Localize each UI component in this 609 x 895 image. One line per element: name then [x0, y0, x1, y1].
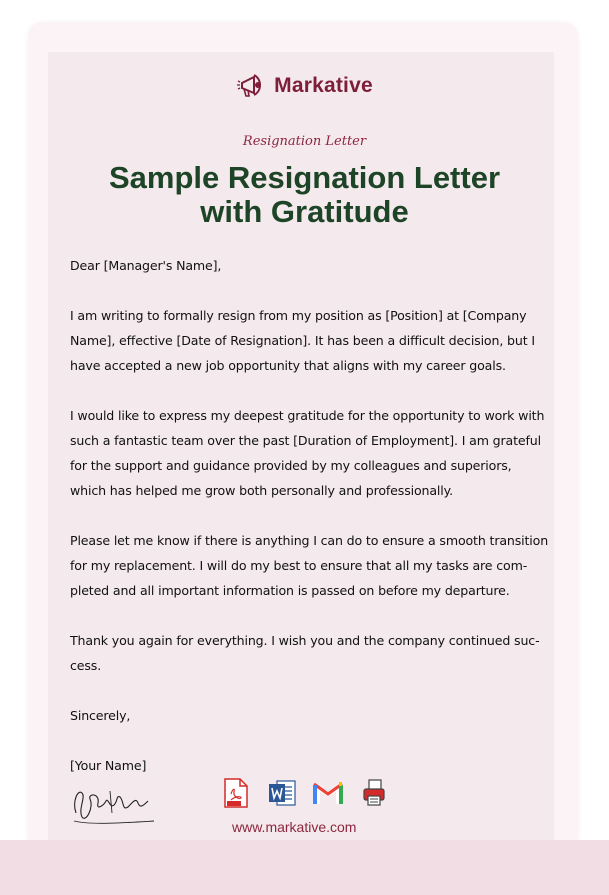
paragraph-4: [70, 628, 540, 678]
letter-closing: Sincerely,: [70, 708, 131, 723]
bottom-band: [0, 840, 609, 895]
pdf-icon[interactable]: [220, 777, 252, 809]
paragraph-1: [70, 303, 540, 378]
letter-greeting: Dear [Manager's Name],: [70, 258, 222, 273]
paragraph-3: [70, 528, 549, 603]
title-line-2: with Gratitude: [200, 194, 409, 229]
text-line: have accepted a new job opportunity that aligns with my career goals.: [70, 358, 506, 373]
megaphone-icon: [236, 69, 270, 103]
gmail-icon[interactable]: [312, 777, 344, 809]
brand-logo[interactable]: [0, 66, 609, 106]
text-line: which has helped me grow both personally and professionally.: [70, 483, 453, 498]
text-line: cess.: [70, 658, 102, 673]
text-line: Name], effective [Date of Resignation]. It has been a difficult decision, but I: [70, 333, 535, 348]
brand-name: Markative: [274, 74, 373, 97]
download-icons: [220, 776, 390, 810]
signature-image: [70, 783, 160, 829]
print-icon[interactable]: [358, 777, 390, 809]
text-line: I am writing to formally resign from my position as [Position] at [Company: [70, 308, 527, 323]
page-title: [60, 161, 549, 229]
sender-name: [Your Name]: [70, 758, 147, 773]
text-line: pleted and all important information is passed on before my departure.: [70, 583, 510, 598]
text-line: for my replacement. I will do my best to ensure that all my tasks are com-: [70, 558, 528, 573]
text-line: Please let me know if there is anything I can do to ensure a smooth transition: [70, 533, 549, 548]
text-line: for the support and guidance provided by my colleagues and superiors,: [70, 458, 512, 473]
website-link[interactable]: www.markative.com: [232, 819, 357, 835]
word-icon[interactable]: [266, 777, 298, 809]
text-line: I would like to express my deepest gratitude for the opportunity to work with: [70, 408, 545, 423]
text-line: Thank you again for everything. I wish you and the company continued suc-: [70, 633, 540, 648]
paragraph-2: [70, 403, 545, 503]
text-line: such a fantastic team over the past [Duration of Employment]. I am grateful: [70, 433, 541, 448]
letter-body: [70, 253, 549, 803]
title-line-1: Sample Resignation Letter: [108, 160, 501, 195]
document-subtitle: Resignation Letter: [242, 134, 367, 149]
